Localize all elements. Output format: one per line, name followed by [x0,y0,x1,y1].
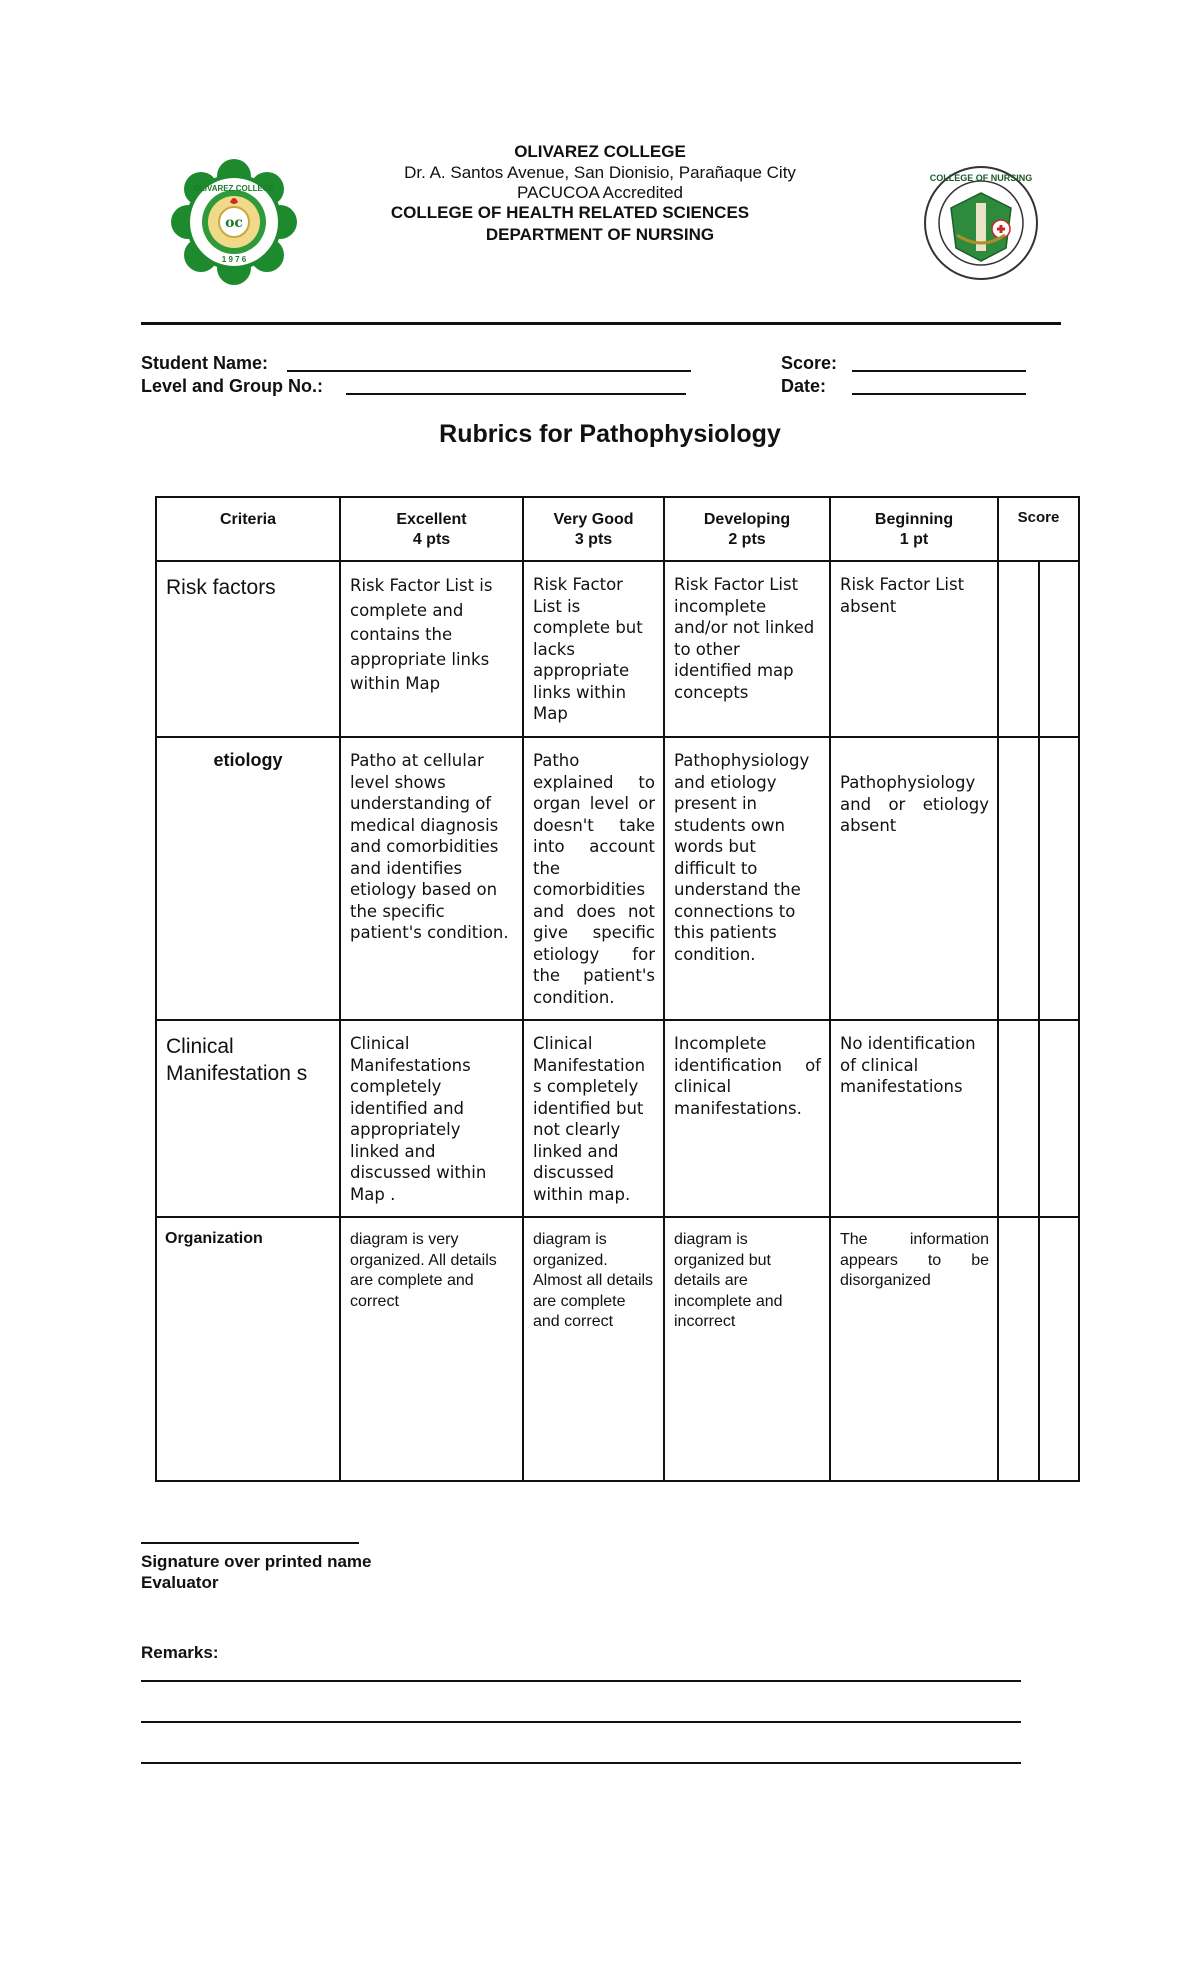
svg-text:oc: oc [225,215,243,231]
college-of-nursing-seal-icon [921,163,1041,283]
very-good-cell: Clinical Manifestation s completely identified but not clearly linked and discussed within map. [523,1020,664,1217]
score-cell[interactable] [998,1020,1079,1217]
evaluator-label: Evaluator [141,1573,219,1592]
excellent-cell: Risk Factor List is complete and contains the appropriate links within Map [340,561,523,737]
developing-cell: Pathophysiology and etiology present in students own words but difficult to understand the connections to this patients condition. [664,737,830,1020]
level-group-input-line[interactable] [346,393,686,395]
student-name-label: Student Name: [141,353,269,373]
very-good-cell: Patho explained to organ level or doesn't take into account the comorbidities and does not give specific etiology for the patient's condition. [523,737,664,1020]
header-excellent: Excellent 4 pts [340,497,523,561]
table-row [156,1217,1079,1481]
score-label: Score: [781,353,838,373]
header-score: Score [998,497,1079,561]
developing-cell: Risk Factor List incomplete and/or not linked to other identified map concepts [664,561,830,737]
table-row [156,1020,1079,1217]
document-title: Rubrics for Pathophysiology [439,420,781,448]
table-row [156,737,1079,1020]
college-name: OLIVAREZ COLLEGE [514,142,686,161]
beginning-cell: Risk Factor List absent [830,561,998,737]
very-good-cell: Risk Factor List is complete but lacks appropriate links within Map [523,561,664,737]
student-name-input-line[interactable] [287,370,691,372]
svg-text:COLLEGE OF NURSING: COLLEGE OF NURSING [929,173,1033,183]
svg-text:1 9 7 6: 1 9 7 6 [221,255,247,264]
beginning-cell: No identification of clinical manifestations [830,1020,998,1217]
criteria-cell: Organization [156,1217,340,1481]
score-input-line[interactable] [852,370,1026,372]
svg-text:OLIVAREZ COLLEGE: OLIVAREZ COLLEGE [193,184,275,193]
very-good-cell: diagram is organized. Almost all details are complete and correct [523,1217,664,1481]
department-name: DEPARTMENT OF NURSING [485,225,715,244]
header-very-good: Very Good 3 pts [523,497,664,561]
score-cell[interactable] [998,1217,1079,1481]
accreditation: PACUCOA Accredited [517,183,683,202]
criteria-cell: Risk factors [156,561,340,737]
remarks-label: Remarks: [141,1643,219,1662]
header-criteria: Criteria [156,497,340,561]
header-developing: Developing 2 pts [664,497,830,561]
remarks-line-2[interactable] [141,1721,1021,1723]
developing-cell: diagram is organized but details are incomplete and incorrect [664,1217,830,1481]
criteria-cell: etiology [156,737,340,1020]
signature-label: Signature over printed name [141,1552,372,1571]
excellent-cell: Patho at cellular level shows understanding of medical diagnosis and comorbidities and identifies etiology based on the specific patient's condition. [340,737,523,1020]
table-header-row [156,497,1079,561]
school-name: COLLEGE OF HEALTH RELATED SCIENCES [390,203,750,222]
criteria-cell: Clinical Manifestation s [156,1020,340,1217]
level-group-label: Level and Group No.: [141,376,324,396]
beginning-cell: Pathophysiology and or etiology absent [830,737,998,1020]
college-address: Dr. A. Santos Avenue, San Dionisio, Parañaque City [404,163,796,182]
date-label: Date: [781,376,827,396]
rubric-table [155,496,1080,1482]
remarks-line-1[interactable] [141,1680,1021,1682]
header-rule [141,322,1061,325]
table-row [156,561,1079,737]
score-cell[interactable] [998,737,1079,1020]
remarks-line-3[interactable] [141,1762,1021,1764]
date-input-line[interactable] [852,393,1026,395]
header-beginning: Beginning 1 pt [830,497,998,561]
excellent-cell: Clinical Manifestations completely identified and appropriately linked and discussed within Map . [340,1020,523,1217]
developing-cell: Incomplete identification of clinical manifestations. [664,1020,830,1217]
signature-line[interactable] [141,1542,359,1544]
beginning-cell: The information appears to be disorganized [830,1217,998,1481]
excellent-cell: diagram is very organized. All details are complete and correct [340,1217,523,1481]
score-cell[interactable] [998,561,1079,737]
